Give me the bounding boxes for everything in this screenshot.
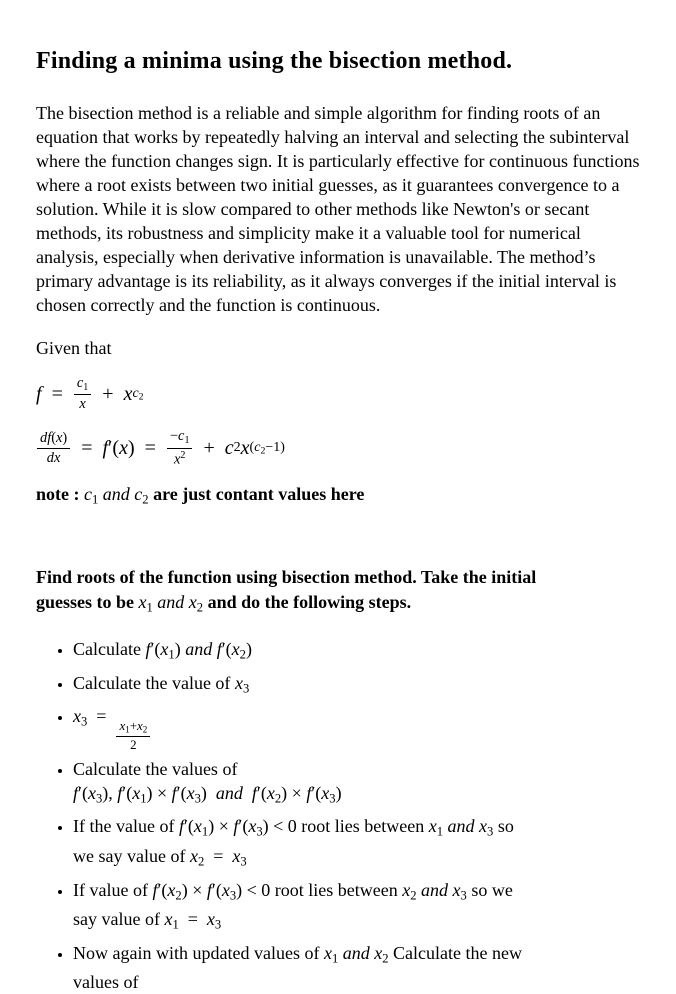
math-run: df [40,429,52,446]
subscript-run: 2 [410,888,417,903]
text-run: ′( [256,782,267,803]
text-run: + [193,436,225,459]
math-run: f [102,436,109,459]
text-run: root lies between [296,816,429,837]
text-run: ′( [311,782,322,803]
text-run: Finding a minima using the bisection method. [36,48,513,74]
math-run: x [73,706,81,727]
text-run: ) [174,639,181,660]
subscript-run: 3 [214,917,222,932]
math-run: x [87,782,96,803]
subscript-run: 2 [233,440,241,455]
math-run: c [224,436,234,459]
math-run: and [443,816,480,837]
math-run: x [206,909,215,930]
text-run: −1) [265,439,285,455]
text-run: values of [73,972,139,993]
subscript-run: 2 [142,492,149,507]
subscript-run: 2 [382,951,389,966]
text-run: 2 [130,737,137,753]
step-item [73,814,651,873]
math-run: x [188,591,197,612]
superscript-run [180,450,185,461]
text-run: note : [36,484,84,504]
math-run: c [134,484,143,504]
text-run: are just contant values here [148,484,365,504]
text-run: root lies between [270,879,403,900]
text-run: ′( [238,816,249,837]
math-run: x [266,782,275,803]
text-run: = [204,845,233,866]
math-run: x [479,816,488,837]
math-run: x [56,429,63,446]
step-item [73,757,651,811]
step-item [73,704,651,753]
subscript-run: 2 [175,888,182,903]
math-run: x [123,382,133,405]
math-run: f [178,816,184,837]
text-run: ) [200,782,216,803]
subscript-run: 2 [274,791,282,806]
text-run: ) × [146,782,172,803]
text-run: + [129,718,138,734]
text-run: ) < 0 [236,879,271,900]
text-run: ) [62,429,68,446]
fraction [167,428,193,467]
text-run: ) [245,639,252,660]
text-run: ′( [122,782,133,803]
fraction-numerator [167,428,193,448]
constants-note [36,482,646,512]
text-run: = [87,706,116,727]
text-run: Calculate the new [388,942,522,963]
page-title [36,46,646,77]
text-run: Given that [36,338,112,358]
intro-paragraph [36,101,640,317]
derivative-formula [36,428,646,468]
math-run: c [178,428,185,445]
math-run: f [117,782,123,803]
math-run: x [428,816,437,837]
text-run: ), [102,782,118,803]
math-run: x [321,782,330,803]
math-run: x [119,718,126,734]
text-run: Calculate the value of [73,672,235,693]
math-run: x [138,591,147,612]
text-run: = [71,436,103,459]
math-run: f [152,879,158,900]
fraction-denominator [76,395,88,413]
text-run: ) < 0 [262,816,297,837]
text-run: ′( [183,816,194,837]
subscript-run: 2 [239,647,246,662]
fraction-numerator [74,375,91,395]
step-item [73,671,651,701]
math-run: f [73,782,79,803]
subscript-run: 2 [260,445,266,457]
subscript-run: 3 [242,681,250,696]
math-run: f [233,816,239,837]
text-run: ) = [127,436,166,459]
text-run: we say value of [73,845,190,866]
math-run: x [402,879,411,900]
text-run: ( [51,429,56,446]
fraction-numerator [116,719,150,737]
text-run [243,783,252,803]
math-run: x [173,451,181,468]
math-run: x [137,718,143,734]
text-run: ) × [281,782,307,803]
text-run: + [92,382,124,405]
text-run: ′( [211,879,222,900]
subscript-run: 1 [168,647,175,662]
fraction [116,719,150,753]
math-run: x [374,942,383,963]
fraction-denominator [44,449,64,467]
step-item [73,637,651,667]
subscript-run: 1 [436,824,444,839]
fraction-denominator [171,449,188,468]
subscript-run: 1 [83,381,89,393]
math-run: x [248,816,257,837]
text-run: Now again with updated values of [73,942,324,963]
math-run: x [221,879,230,900]
subscript-run: 3 [194,791,201,806]
subscript-run: 1 [172,917,179,932]
math-run: x [240,436,250,459]
math-run: c [76,375,84,392]
text-run: so we [466,879,513,900]
math-run: x [189,845,198,866]
text-run: ′( [157,879,168,900]
function-formula [36,374,646,414]
subscript-run: 3 [240,854,247,869]
text-run: If the value of [73,816,179,837]
text-run: ( [249,439,255,455]
steps-list [36,637,646,994]
math-run: and [338,942,375,963]
subscript-run: 3 [460,888,467,903]
math-run: x [79,396,86,413]
given-that-label [36,336,646,360]
subscript-run: 1 [331,951,339,966]
text-run: = [178,909,207,930]
text-run: ) × [208,816,234,837]
step-item [73,878,651,937]
math-run: f [36,382,42,405]
subscript-run: 3 [329,791,336,806]
text-run: ) [335,782,342,803]
fraction-numerator [37,430,70,449]
math-run: f [216,639,222,660]
text-run: and do the following steps. [203,591,412,612]
subscript-run: 3 [95,791,103,806]
math-run: x [452,879,461,900]
subscript-run: 1 [146,600,153,615]
text-run: = [41,382,73,405]
subscript-run: 1 [184,435,190,447]
step-item [73,941,651,994]
math-run: x [234,672,243,693]
subscript-run: 1 [125,724,130,735]
superscript-run [250,440,285,457]
math-run: dx [46,449,61,466]
subscript-run: 1 [92,492,99,507]
subscript-run: 3 [487,824,494,839]
math-run: x [232,845,241,866]
text-run: Calculate [73,639,146,660]
text-run: The bisection method is a reliable and simple algorithm for finding roots of an equation that works by repeatedly halving an interval and selecting the subinterval where the function changes sign. It is particularly effective for continuous functions where a root exists between two initial guesses, as it guarantees convergence to a solution. While it is slow compared to other methods like Newton's or secant methods, its robustness and simplicity make it a valuable tool for numerical analysis, especially when derivative information is unavailable. The method’s primary advantage is its reliability, as it always converges if the initial interval is chosen correctly and the function is continuous. [36,103,640,315]
text-run: ′( [108,436,120,459]
text-run: ′( [176,782,187,803]
text-run: 2 [180,449,186,461]
math-run: f [206,879,212,900]
text-run: ′( [78,782,88,803]
math-run: f [306,782,312,803]
subscript-run: 2 [142,724,148,735]
text-run: ) × [181,879,207,900]
math-run: and [416,879,453,900]
subscript-run: 2 [138,391,144,403]
superscript-run [132,386,143,403]
math-run: x [160,639,169,660]
task-heading [36,565,626,621]
subscript-run: 3 [81,714,88,729]
subscript-run: 3 [256,824,263,839]
math-run: and [180,639,217,660]
math-run: x [167,879,176,900]
text-run: ′( [150,639,161,660]
subscript-run: 1 [140,791,147,806]
math-run: x [323,942,332,963]
fraction [74,375,91,413]
math-run: and [152,591,189,612]
math-run: x [119,436,128,459]
text-run: Find roots of the function using bisection method. Take the initial [36,566,537,587]
fraction-denominator [127,737,139,753]
subscript-run: 2 [196,600,204,615]
fraction [37,430,70,466]
text-run: Calculate the values of [73,758,238,779]
math-run: and [215,782,243,803]
math-run: f [251,782,257,803]
math-run: x [186,782,195,803]
text-run: say value of [73,909,165,930]
math-run: x [164,909,173,930]
math-run: f [171,782,177,803]
math-run: x [132,782,141,803]
math-run: and [98,484,135,504]
text-run: − [169,428,179,445]
text-run: If value of [73,879,153,900]
subscript-run: 2 [197,854,205,869]
math-run: f [145,639,151,660]
math-run: x [193,816,202,837]
text-run: ′( [221,639,232,660]
text-run: guesses to be [36,591,139,612]
subscript-run: 1 [201,824,209,839]
math-run: c [132,385,139,401]
math-run: c [84,484,92,504]
math-run: c [254,439,261,455]
text-run: so [493,816,514,837]
math-run: x [231,639,240,660]
subscript-run: 3 [229,888,237,903]
